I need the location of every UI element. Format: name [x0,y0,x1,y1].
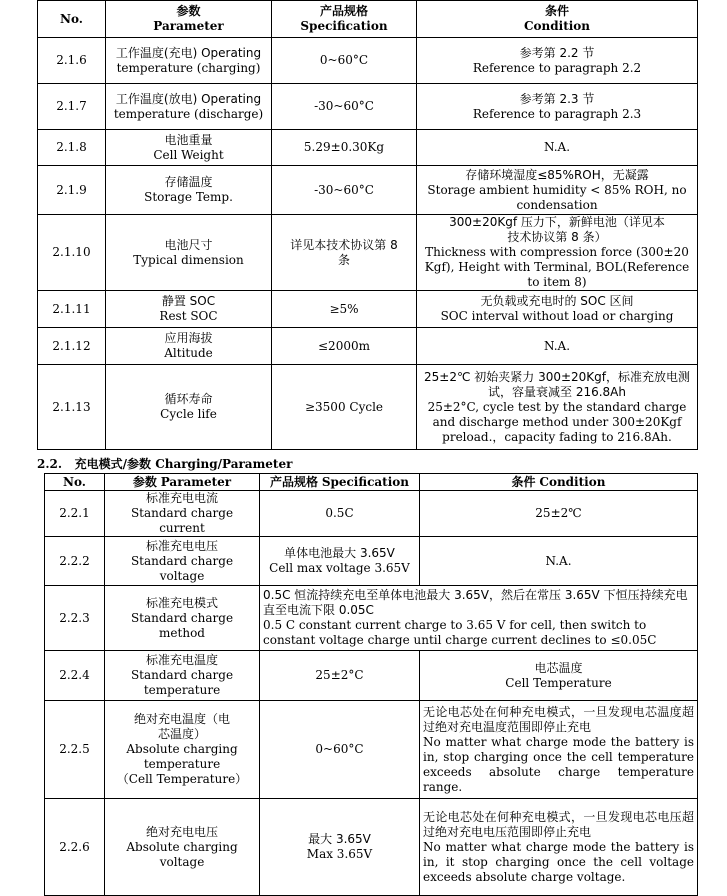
table-row: 2.1.11 静置 SOC Rest SOC ≥5% 无负载或充电时的 SOC 区间 SOC interval without load or charging [38,291,698,328]
table-row: 2.1.13 循环寿命 Cycle life ≥3500 Cycle 25±2℃ 初始夹紧力 300±20Kgf，标准充放电测试，容量衰减至 216.8Ah 25±2°C, cycle test by the standard charge and discharge method under 300±20Kgf preload.，capacity fading to 216.8Ah. [38,365,698,450]
table-row: 2.1.9 存储温度 Storage Temp. -30~60°C 存储环境湿度≤85%ROH，无凝露 Storage ambient humidity < 85% ROH, no condensation [38,166,698,215]
table-row: 2.2.4 标准充电温度 Standard charge temperature 25±2°C 电芯温度 Cell Temperature [45,651,698,701]
table-row: 2.1.12 应用海拔 Altitude ≤2000m N.A. [38,328,698,365]
header-specification: 产品规格 Specification [260,474,420,491]
table-row: 2.1.8 电池重量 Cell Weight 5.29±0.30Kg N.A. [38,130,698,166]
table-row: 2.1.10 电池尺寸 Typical dimension 详见本技术协议第 8 条 300±20Kgf 压力下，新鲜电池（详见本技术协议第 8 条） Thickness with compression force (300±20 Kgf), Height with Terminal, BOL(Reference to item 8) [38,215,698,291]
table-header-row [38,1,698,38]
header-parameter: 参数 Parameter [105,474,260,491]
table-header-row [45,474,698,491]
header-no: No. [38,1,106,38]
header-parameter: 参数 Parameter [106,1,272,38]
header-condition: 条件 Condition [417,1,698,38]
header-specification: 产品规格 Specification [272,1,417,38]
table-row: 2.1.6 工作温度(充电) Operating temperature (charging) 0~60°C 参考第 2.2 节 Reference to paragraph 2.2 [38,38,698,84]
charging-parameter-table [44,473,698,896]
table-row: 2.2.1 标准充电电流 Standard charge current 0.5C 25±2℃ [45,491,698,537]
table-row: 2.2.5 绝对充电温度（电芯温度） Absolute charging temperature （Cell Temperature） 0~60°C 无论电芯处在何种充电模式，一旦发现电芯温度超过绝对充电温度范围即停止充电 No matter what charge mode the battery is in, stop charging once the cell temperature exceeds absolute charge temperature range. [45,701,698,799]
table-row: 2.2.3 标准充电模式 Standard charge method 0.5C 恒流持续充电至单体电池最大 3.65V，然后在常压 3.65V 下恒压持续充电直至电流下限 0.05C 0.5 C constant current charge to 3.65 V for cell, then switch to constant voltage charge until charge current declines to ≤0.05C [45,586,698,651]
header-no: No. [45,474,105,491]
table-row: 2.2.6 绝对充电电压 Absolute charging voltage 最大 3.65V Max 3.65V 无论电芯处在何种充电模式，一旦发现电芯电压超过绝对充电电压范围即停止充电 No matter what charge mode the battery is in, it stop charging once the cell voltage exceeds absolute charge voltage. [45,799,698,896]
cell-spec-table [37,0,698,450]
table-row: 2.2.2 标准充电电压 Standard charge voltage 单体电池最大 3.65V Cell max voltage 3.65V N.A. [45,537,698,586]
table-row: 2.1.7 工作温度(放电) Operating temperature (discharge) -30~60°C 参考第 2.3 节 Reference to paragraph 2.3 [38,84,698,130]
header-condition: 条件 Condition [420,474,698,491]
section-title: 2.2. 充电模式/参数 Charging/Parameter [37,457,293,471]
